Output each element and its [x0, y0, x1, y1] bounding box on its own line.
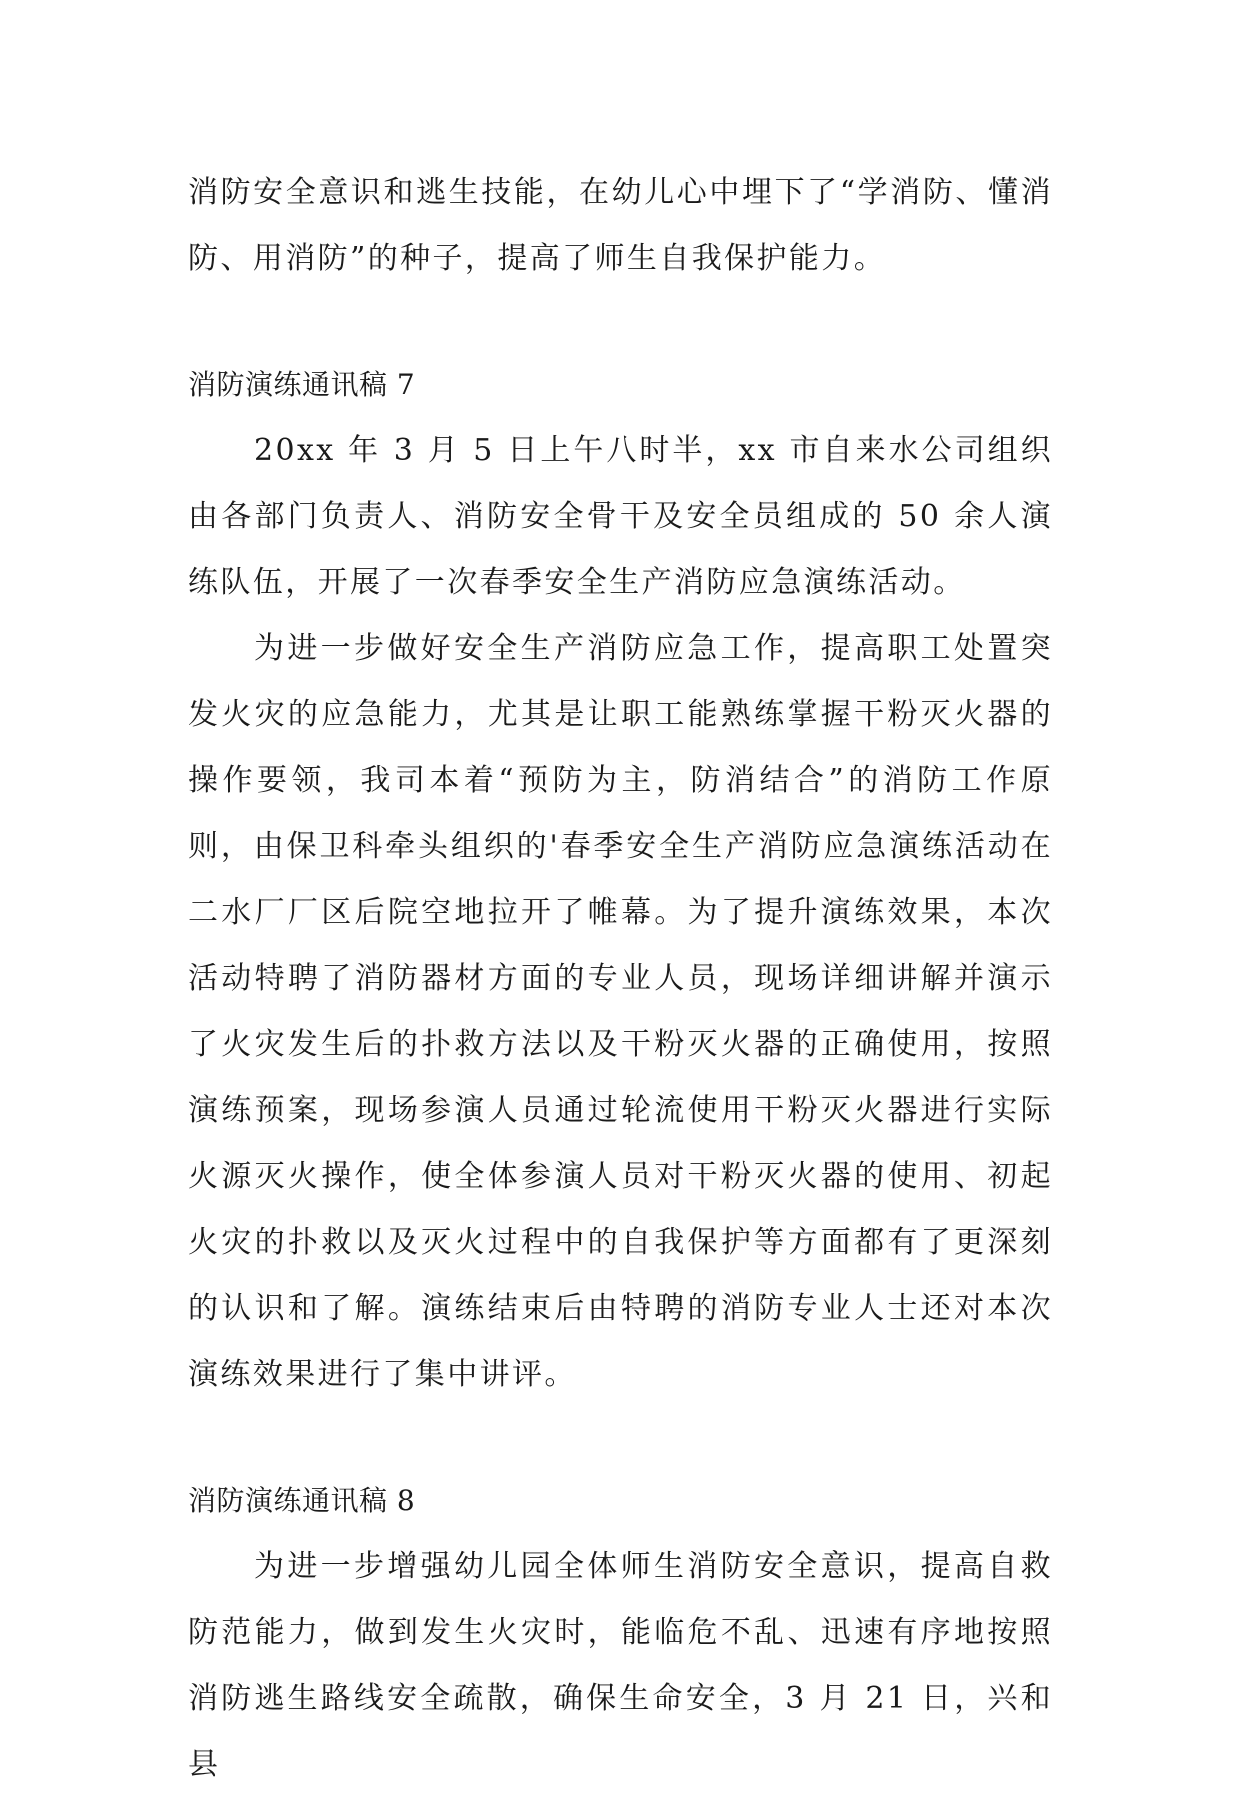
document-body — [188, 160, 1053, 1798]
section-8-heading: 消防演练通讯稿 8 — [188, 1484, 416, 1517]
section-7-heading: 消防演练通讯稿 7 — [188, 368, 416, 401]
section-7-paragraph-1: 20xx 年 3 月 5 日上午八时半，xx 市自来水公司组织由各部门负责人、消防安全骨干及安全员组成的 50 余人演练队伍，开展了一次春季安全生产消防应急演练活动。 — [188, 433, 1053, 600]
section-7-paragraph-2: 为进一步做好安全生产消防应急工作，提高职工处置突发火灾的应急能力，尤其是让职工能熟练掌握干粉灭火器的操作要领，我司本着“预防为主，防消结合”的消防工作原则，由保卫科牵头组织的'春季安全生产消防应急演练活动在二水厂厂区后院空地拉开了帷幕。为了提升演练效果，本次活动特聘了消防器材方面的专业人员，现场详细讲解并演示了火灾发生后的扑救方法以及干粉灭火器的正确使用，按照演练预案，现场参演人员通过轮流使用干粉灭火器进行实际火源灭火操作，使全体参演人员对干粉灭火器的使用、初起火灾的扑救以及灭火过程中的自我保护等方面都有了更深刻的认识和了解。演练结束后由特聘的消防专业人士还对本次演练效果进行了集中讲评。 — [188, 631, 1053, 1392]
intro-paragraph: 消防安全意识和逃生技能，在幼儿心中埋下了“学消防、懂消防、用消防”的种子，提高了师生自我保护能力。 — [188, 175, 1053, 276]
section-8-paragraph-1: 为进一步增强幼儿园全体师生消防安全意识，提高自救防范能力，做到发生火灾时，能临危不乱、迅速有序地按照消防逃生路线安全疏散，确保生命安全，3 月 21 日，兴和县 — [188, 1549, 1053, 1782]
section-spacer — [188, 1408, 1053, 1468]
section-spacer — [188, 292, 1053, 352]
